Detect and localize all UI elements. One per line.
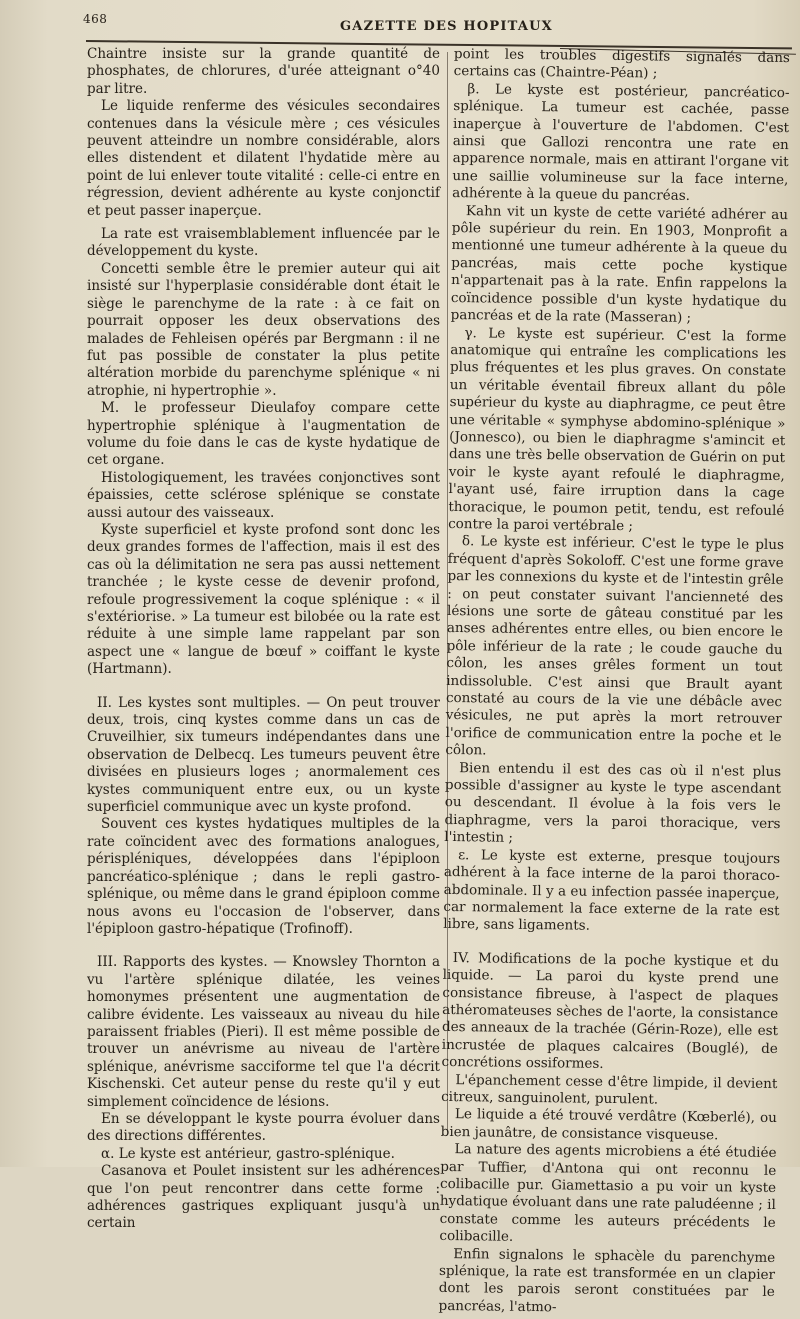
- paragraph: Le liquide a été trouvé verdâtre (Kœberlé), ou bien jaunâtre, de consistance visqueuse.: [440, 1106, 778, 1144]
- paragraph: point les troubles digestifs signalés dans certains cas (Chaintre-Péan) ;: [453, 46, 790, 82]
- running-title: GAZETTE DES HOPITAUX: [340, 19, 553, 34]
- paragraph: Bien entendu il est des cas où il n'est plus possible d'assigner au kyste le type ascendant ou descendant. Il évolue à la fois vers le diaphragme, vers la paroi thoracique, vers l'intestin ;: [444, 759, 782, 847]
- section-heading-paragraph: II. Les kystes sont multiples. — On peut trouver deux, trois, cinq kystes comme dans un cas de Cruveilhier, six tumeurs indépendantes dans une observation de Delbecq. Les tumeurs peuvent être divisées en plusieurs loges ; anormalement ces kystes communiquent entre eux, ou un kyste superficiel communique avec un kyste profond.: [87, 694, 440, 816]
- paragraph: Enfin signalons le sphacèle du parenchyme splénique, la rate est transformée en un clapier dont les parois seront constituées par le pancréas, l'atmo-: [438, 1245, 776, 1316]
- paragraph: Souvent ces kystes hydatiques multiples de la rate coïncident avec des formations analogues, périspléniques, développées dans l'épiploon pancréatico-splénique ; dans le repli gastro-splénique, ou même dans le grand épiploon comme nous avons eu l'occasion de l'observer, dans l'épiploon gastro-hépatique (Trofinoff).: [87, 816, 440, 937]
- page-number: 468: [83, 12, 108, 26]
- paragraph: Le liquide renferme des vésicules secondaires contenues dans la vésicule mère ; ces vésicules peuvent atteindre un nombre considérable, alors elles distendent et dilatent l'hydatide mère au point de lui enlever toute vitalité : celle-ci entre en régression, devient adhérente au kyste conjonctif et peut passer inaperçue.: [87, 98, 440, 219]
- paragraph: La rate est vraisemblablement influencée par le développement du kyste.: [87, 226, 440, 260]
- left-column: [87, 46, 440, 1233]
- paragraph: Casanova et Poulet insistent sur les adhérences que l'on peut rencontrer dans cette forme : adhérences gastriques expliquant jusqu'à un certain: [87, 1163, 440, 1232]
- paragraph: Kyste superficiel et kyste profond sont donc les deux grandes formes de l'affection, mais il est des cas où la délimitation ne sera pas aussi nettement tranchée ; le kyste cesse de devenir profond, refoule progressivement la coque splénique : « il s'extériorise. » La tumeur est bilobée ou la rate est réduite à une simple lame rappelant par son aspect une « langue de bœuf » coiffant le kyste (Hartmann).: [87, 521, 440, 678]
- paragraph: En se développant le kyste pourra évoluer dans des directions différentes.: [87, 1110, 440, 1145]
- paragraph: α. Le kyste est antérieur, gastro-splénique.: [101, 1145, 395, 1162]
- paragraph: Chaintre insiste sur la grande quantité de phosphates, de chlorures, d'urée atteignant o°40 par litre.: [87, 46, 440, 97]
- paragraph: δ. Le kyste est inférieur. C'est le type le plus fréquent d'après Sokoloff. C'est une forme grave par les connexions du kyste et de l'intestin grêle : on peut constater suivant l'ancienneté des lésions une sorte de gâteau constitué par les anses adhérentes entre elles, ou bien encore le pôle inférieur de la rate ; le coude gauche du côlon, les anses grêles forment un tout indissoluble. C'est ainsi que Brault ayant constaté au cours de la vie une débâcle avec vésicules, ne put après la mort retrouver l'orifice de communication entre la poche et le côlon.: [445, 533, 785, 759]
- paragraph: γ. Le kyste est supérieur. C'est la forme anatomique qui entraîne les complications les plus fréquentes et les plus graves. On constate un véritable éventail fibreux allant du pôle supérieur du kyste au diaphragme, ce peut être une véritable « symphyse abdomino-splénique » (Jonnesco), ou bien le diaphragme s'amincit et dans une très belle observation de Guérin on put voir le kyste ayant refoulé le diaphragme, l'ayant usé, faire irruption dans la cage thoracique, le poumon petit, tendu, est refoulé contre la paroi vertébrale ;: [448, 324, 787, 535]
- paragraph: Concetti semble être le premier auteur qui ait insisté sur l'hyperplasie considérable dont était le siège le parenchyme de la rate : à ce fait on pourrait opposer les deux observations des malades de Fehleisen opérés par Bergmann : il ne fut pas possible de constater la plus petite altération morbide du parenchyme splénique « ni atrophie, ni hypertrophie ».: [87, 260, 440, 399]
- paragraph: ε. Le kyste est externe, presque toujours adhérent à la face interne de la paroi thoraco-abdominale. Il y a eu infection passée inaperçue, car normalement la face externe de la rate est libre, sans ligaments.: [443, 846, 781, 935]
- section-heading-paragraph: III. Rapports des kystes. — Knowsley Thornton a vu l'artère splénique dilatée, les veines homonymes présentent une augmentation de calibre évidente. Les vaisseaux au niveau du hile paraissent friables (Pieri). Il est même possible de trouver un anévrisme au niveau de l'artère splénique, anévrisme sacciforme tel que l'a décrit Kischenski. Cet auteur pense du reste qu'il y eut simplement coïncidence de lésions.: [87, 954, 440, 1110]
- section-heading-paragraph: IV. Modifications de la poche kystique et du liquide. — La paroi du kyste prend une consistance fibreuse, à l'aspect de plaques athéromateuses sèches de l'aorte, la consistance des anneaux de la trachée (Gérin-Roze), elle est incrustée de plaques calcaires (Bouglé), de concrétions ossiformes.: [441, 949, 779, 1073]
- paragraph: M. le professeur Dieulafoy compare cette hypertrophie splénique à l'augmentation de volume du foie dans le cas de kyste hydatique de cet organe.: [87, 400, 440, 469]
- page-header: [0, 0, 800, 44]
- paragraph: β. Le kyste est postérieur, pancréatico-splénique. La tumeur est cachée, passe inaperçue à l'ouverture de l'abdomen. C'est ainsi que Gallozi rencontra une rate en apparence normale, mais en attirant l'organe vit une saillie volumineuse sur la face interne, adhérente à la queue du pancréas.: [452, 80, 790, 205]
- paragraph: La nature des agents microbiens a été étudiée par Tuffier, d'Antona qui ont reconnu le colibacille pur. Giamettasio a pu voir un kyste hydatique évoluant dans une rate paludéenne ; il constate comme les auteurs précédents le colibacille.: [439, 1141, 777, 1246]
- paragraph: Histologiquement, les travées conjonctives sont épaissies, cette sclérose splénique se constate aussi autour des vaisseaux.: [87, 469, 440, 521]
- paragraph: Kahn vit un kyste de cette variété adhérer au pôle supérieur du rein. En 1903, Monprofit a mentionné une tumeur adhérente à la queue du pancréas, mais cette poche kystique n'appartenait pas à la rate. Enfin rappelons la coïncidence possible d'un kyste hydatique du pancréas et de la rate (Masseran) ;: [450, 202, 789, 327]
- right-column: [438, 46, 789, 1319]
- paragraph: L'épanchement cesse d'être limpide, il devient citreux, sanguinolent, purulent.: [441, 1071, 778, 1108]
